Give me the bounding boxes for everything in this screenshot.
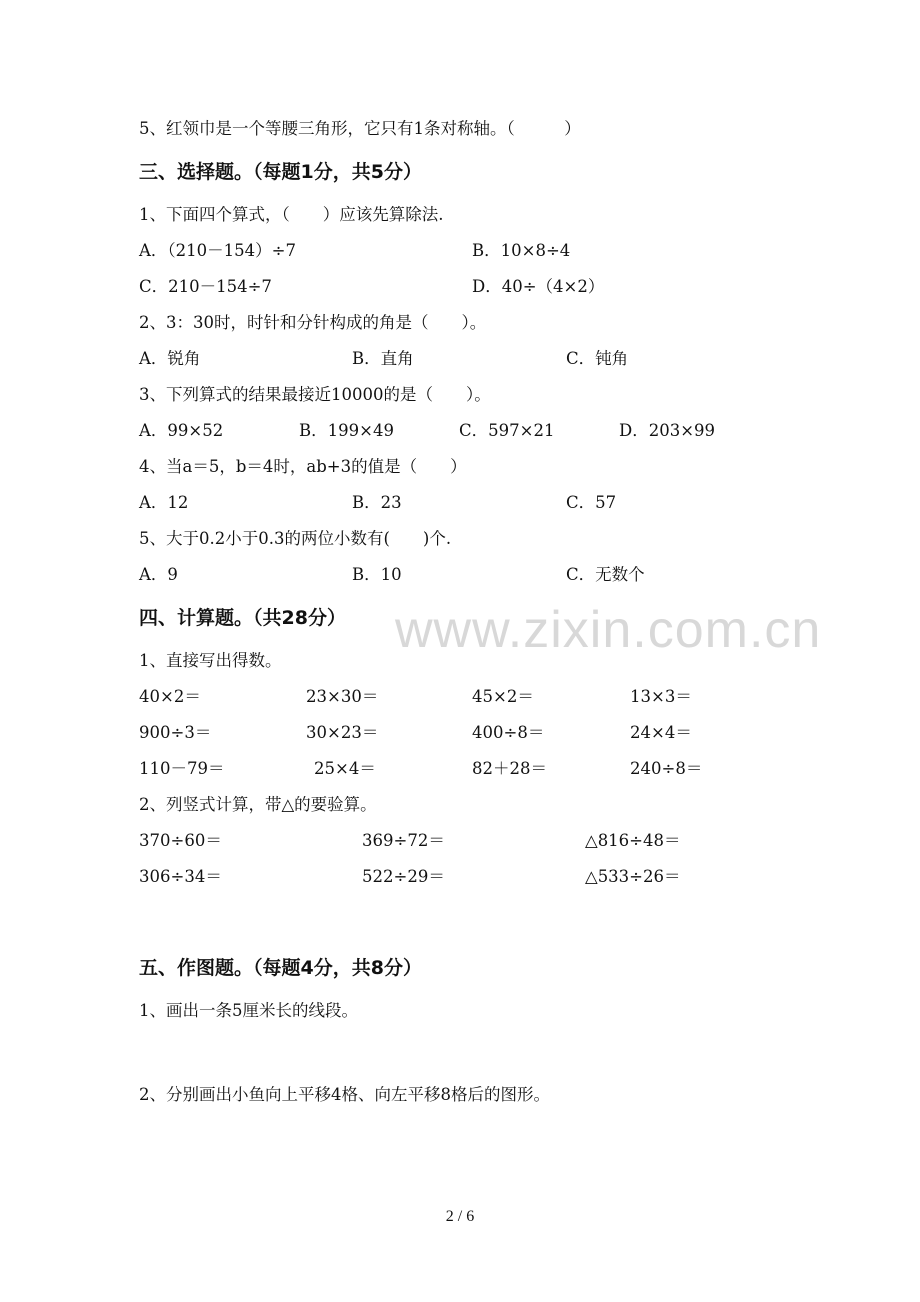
choice-q3-option-a: A．99×52 bbox=[139, 421, 224, 440]
choice-q1-option-d: D．40÷（4×2） bbox=[472, 277, 605, 296]
calc-item: 40×2＝ bbox=[139, 687, 201, 706]
choice-q3-text: 3、下列算式的结果最接近10000的是（ ）。 bbox=[139, 385, 491, 404]
calc-item: 30×23＝ bbox=[306, 723, 379, 742]
calc-item: 400÷8＝ bbox=[472, 723, 545, 742]
choice-q5-option-c: C．无数个 bbox=[566, 565, 645, 584]
choice-q3-option-d: D．203×99 bbox=[619, 421, 716, 440]
choice-q1-option-b: B．10×8÷4 bbox=[472, 241, 571, 260]
choice-q4-text: 4、当a＝5，b＝4时，ab+3的值是（ ） bbox=[139, 457, 467, 476]
calc-item: 13×3＝ bbox=[630, 687, 692, 706]
choice-q2-option-a: A．锐角 bbox=[139, 349, 201, 368]
calc-item: 25×4＝ bbox=[314, 759, 376, 778]
calc-part-1-text: 1、直接写出得数。 bbox=[139, 651, 282, 670]
choice-q2-option-c: C．钝角 bbox=[566, 349, 629, 368]
section-4-heading: 四、计算题。（共28分） bbox=[139, 607, 346, 629]
judge-item-5: 5、红领巾是一个等腰三角形，它只有1条对称轴。（ ） bbox=[139, 119, 581, 138]
section-3-heading: 三、选择题。（每题1分，共5分） bbox=[139, 161, 422, 183]
calc-item: 23×30＝ bbox=[306, 687, 379, 706]
vertical-calc-item: 370÷60＝ bbox=[139, 831, 222, 850]
calc-part-2-text: 2、列竖式计算，带△的要验算。 bbox=[139, 795, 377, 814]
vertical-calc-item: △816÷48＝ bbox=[585, 831, 681, 850]
choice-q4-option-a: A．12 bbox=[139, 493, 189, 512]
calc-item: 240÷8＝ bbox=[630, 759, 703, 778]
drawing-q2-text: 2、分别画出小鱼向上平移4格、向左平移8格后的图形。 bbox=[139, 1085, 550, 1104]
choice-q5-text: 5、大于0.2小于0.3的两位小数有( )个. bbox=[139, 529, 452, 548]
choice-q3-option-c: C．597×21 bbox=[459, 421, 555, 440]
choice-q5-option-a: A．9 bbox=[139, 565, 178, 584]
vertical-calc-item: 369÷72＝ bbox=[362, 831, 445, 850]
choice-q3-option-b: B．199×49 bbox=[299, 421, 394, 440]
choice-q2-option-b: B．直角 bbox=[352, 349, 414, 368]
page-number: 2 / 6 bbox=[445, 1208, 475, 1225]
calc-item: 82＋28＝ bbox=[472, 759, 547, 778]
choice-q1-option-c: C．210－154÷7 bbox=[139, 277, 272, 296]
vertical-calc-item: △533÷26＝ bbox=[585, 867, 681, 886]
choice-q4-option-b: B．23 bbox=[352, 493, 402, 512]
watermark: www.zixin.com.cn bbox=[395, 601, 822, 659]
vertical-calc-item: 306÷34＝ bbox=[139, 867, 222, 886]
calc-item: 110－79＝ bbox=[139, 759, 225, 778]
vertical-calc-item: 522÷29＝ bbox=[362, 867, 445, 886]
choice-q5-option-b: B．10 bbox=[352, 565, 402, 584]
choice-q1-text: 1、下面四个算式，（ ）应该先算除法. bbox=[139, 205, 444, 224]
choice-q2-text: 2、3：30时，时针和分针构成的角是（ ）。 bbox=[139, 313, 487, 332]
choice-q4-option-c: C．57 bbox=[566, 493, 617, 512]
calc-item: 24×4＝ bbox=[630, 723, 692, 742]
drawing-q1-text: 1、画出一条5厘米长的线段。 bbox=[139, 1001, 358, 1020]
section-5-heading: 五、作图题。（每题4分，共8分） bbox=[139, 957, 422, 979]
calc-item: 45×2＝ bbox=[472, 687, 534, 706]
choice-q1-option-a: A．（210－154）÷7 bbox=[139, 241, 296, 260]
calc-item: 900÷3＝ bbox=[139, 723, 212, 742]
